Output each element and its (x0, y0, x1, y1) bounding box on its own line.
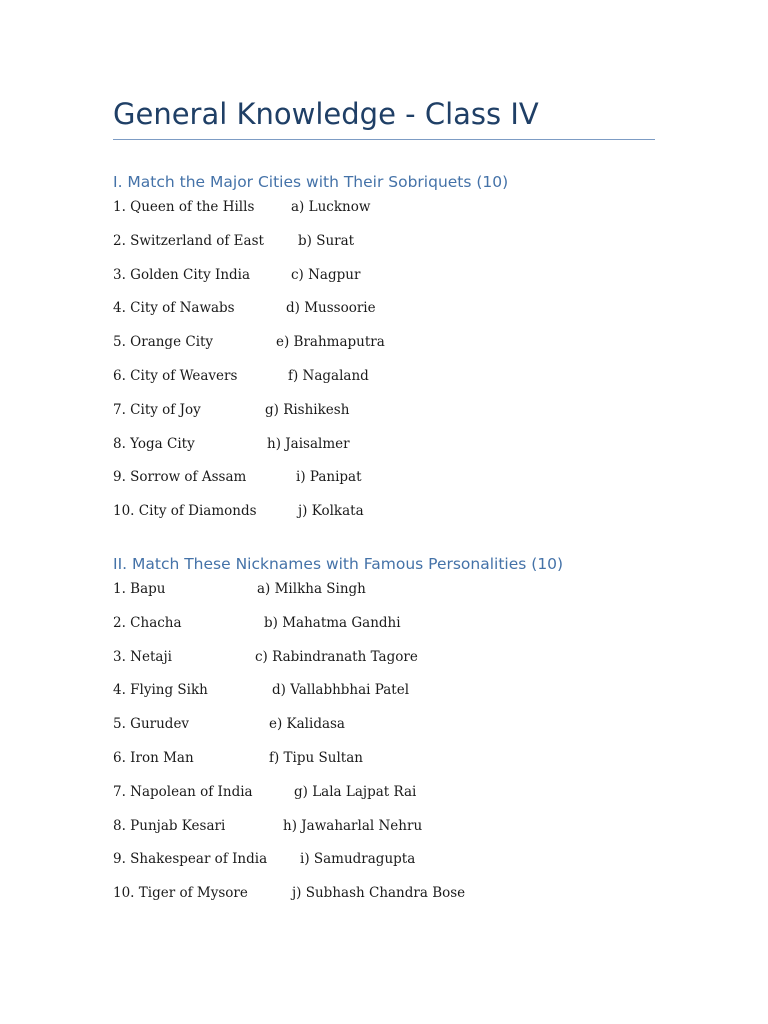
answer-option: j) Kolkata (298, 503, 364, 520)
answer-option: e) Brahmaputra (276, 334, 385, 351)
question-text: 6. Iron Man (113, 749, 194, 766)
question-text: 1. Queen of the Hills (113, 199, 255, 215)
question-text: 9. Shakespear of India (113, 851, 268, 868)
answer-option: e) Kalidasa (269, 716, 345, 733)
question-text: 6. City of Weavers (113, 367, 238, 384)
question-text: 4. City of Nawabs (113, 300, 235, 317)
answer-option: g) Lala Lajpat Rai (294, 783, 417, 800)
question-text: 2. Chacha (113, 614, 182, 631)
question-text: 1. Bapu (113, 581, 166, 597)
answer-option: a) Milkha Singh (257, 581, 366, 597)
question-text: 9. Sorrow of Assam (113, 469, 247, 486)
answer-option: c) Rabindranath Tagore (255, 648, 418, 665)
question-text: 10. Tiger of Mysore (113, 885, 248, 902)
answer-option: d) Vallabhbhai Patel (272, 682, 410, 699)
question-text: 8. Punjab Kesari (113, 817, 226, 834)
answer-option: f) Nagaland (288, 367, 369, 384)
answer-option: g) Rishikesh (265, 401, 350, 418)
question-text: 10. City of Diamonds (113, 503, 257, 520)
answer-option: b) Surat (298, 232, 355, 249)
question-text: 3. Netaji (113, 648, 172, 665)
question-text: 2. Switzerland of East (113, 232, 264, 249)
answer-option: c) Nagpur (291, 266, 361, 283)
question-text: 7. City of Joy (113, 401, 201, 418)
section-heading-personalities: II. Match These Nicknames with Famous Personalities (10) (113, 555, 564, 573)
question-text: 7. Napolean of India (113, 783, 253, 800)
question-text: 5. Gurudev (113, 716, 190, 733)
question-text: 8. Yoga City (113, 435, 195, 452)
question-text: 5. Orange City (113, 334, 214, 351)
answer-option: f) Tipu Sultan (269, 749, 363, 766)
question-text: 4. Flying Sikh (113, 682, 208, 699)
answer-option: h) Jaisalmer (267, 435, 350, 452)
answer-option: h) Jawaharlal Nehru (283, 817, 423, 834)
answer-option: i) Panipat (296, 469, 362, 486)
section-heading-cities: I. Match the Major Cities with Their Sobriquets (10) (113, 173, 509, 191)
answer-option: d) Mussoorie (286, 300, 376, 317)
answer-option: j) Subhash Chandra Bose (292, 885, 466, 902)
answer-option: a) Lucknow (291, 199, 371, 215)
question-text: 3. Golden City India (113, 266, 251, 283)
title-underline (113, 139, 655, 140)
page-title: General Knowledge - Class IV (113, 97, 539, 131)
answer-option: i) Samudragupta (300, 851, 416, 868)
answer-option: b) Mahatma Gandhi (264, 614, 401, 631)
